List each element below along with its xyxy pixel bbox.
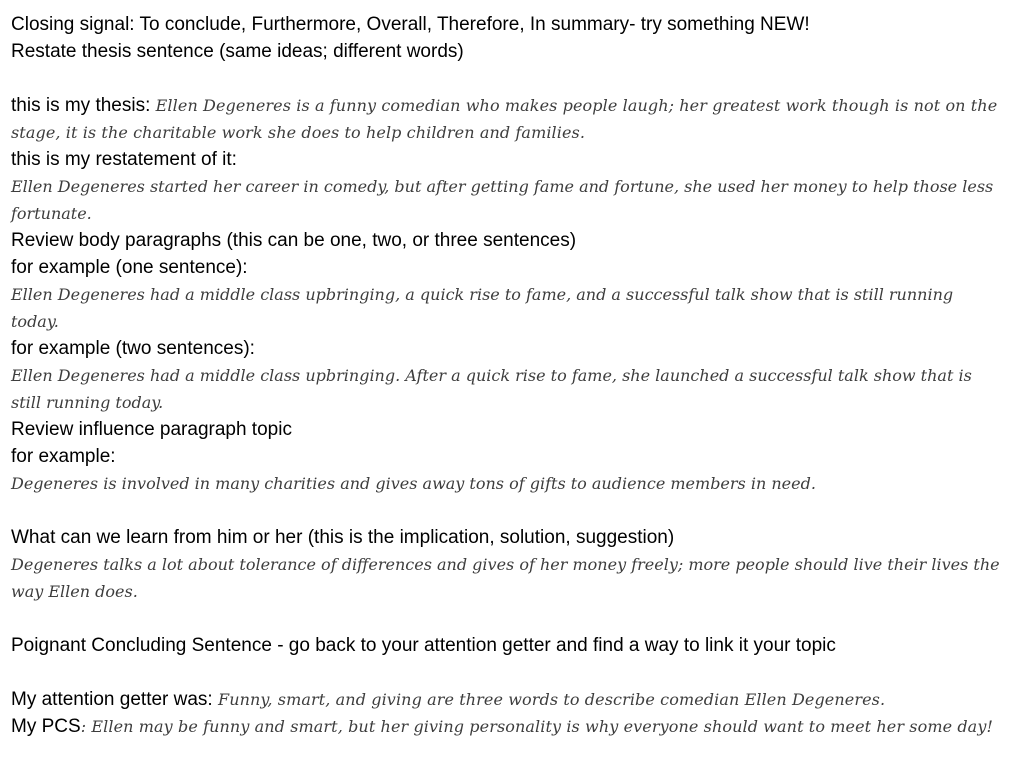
spacer [11, 659, 1015, 686]
restatement-label: this is my restatement of it: [11, 149, 237, 170]
slide-content [11, 11, 1015, 740]
influence-example-label: for example: [11, 446, 116, 467]
attention-getter-text: Funny, smart, and giving are three words to describe comedian Ellen Degeneres. [218, 690, 886, 709]
my-pcs-colon: : [80, 717, 92, 736]
influence-example-text: Degeneres is involved in many charities and gives away tons of gifts to audience members in need. [11, 474, 816, 493]
example-one-text: Ellen Degeneres had a middle class upbringing, a quick rise to fame, and a successful talk show that is still running today. [11, 285, 954, 331]
example-two-text: Ellen Degeneres had a middle class upbringing. After a quick rise to fame, she launched a successful talk show that is still running today. [11, 366, 972, 412]
review-body-heading: Review body paragraphs (this can be one, two, or three sentences) [11, 230, 577, 251]
thesis-line [11, 92, 1001, 146]
restate-thesis-heading: Restate thesis sentence (same ideas; different words) [11, 41, 464, 62]
spacer [11, 497, 1015, 524]
spacer [11, 65, 1015, 92]
my-pcs-label: My PCS [11, 716, 81, 737]
thesis-label: this is my thesis: [11, 95, 156, 116]
closing-signal-line: Closing signal: To conclude, Furthermore, Overall, Therefore, In summary- try something NEW! [11, 14, 810, 35]
my-pcs-text: Ellen may be funny and smart, but her giving personality is why everyone should want to meet her some day! [91, 717, 993, 736]
my-pcs-line [11, 713, 1001, 740]
learn-example-text: Degeneres talks a lot about tolerance of differences and gives of her money freely; more people should live their lives the way Ellen does. [11, 555, 1000, 601]
example-one-label: for example (one sentence): [11, 257, 248, 278]
pcs-heading: Poignant Concluding Sentence - go back to your attention getter and find a way to link it your topic [11, 635, 836, 656]
thesis-example-text: Ellen Degeneres is a funny comedian who makes people laugh; her greatest work though is not on the stage, it is the charitable work she does to help children and families. [11, 96, 998, 142]
attention-getter-label: My attention getter was: [11, 689, 218, 710]
review-influence-heading: Review influence paragraph topic [11, 419, 292, 440]
spacer [11, 605, 1015, 632]
restatement-example-text: Ellen Degeneres started her career in comedy, but after getting fame and fortune, she used her money to help those less fortunate. [11, 177, 994, 223]
attention-getter-line [11, 686, 1015, 713]
example-two-label: for example (two sentences): [11, 338, 255, 359]
learn-heading: What can we learn from him or her (this is the implication, solution, suggestion) [11, 527, 675, 548]
